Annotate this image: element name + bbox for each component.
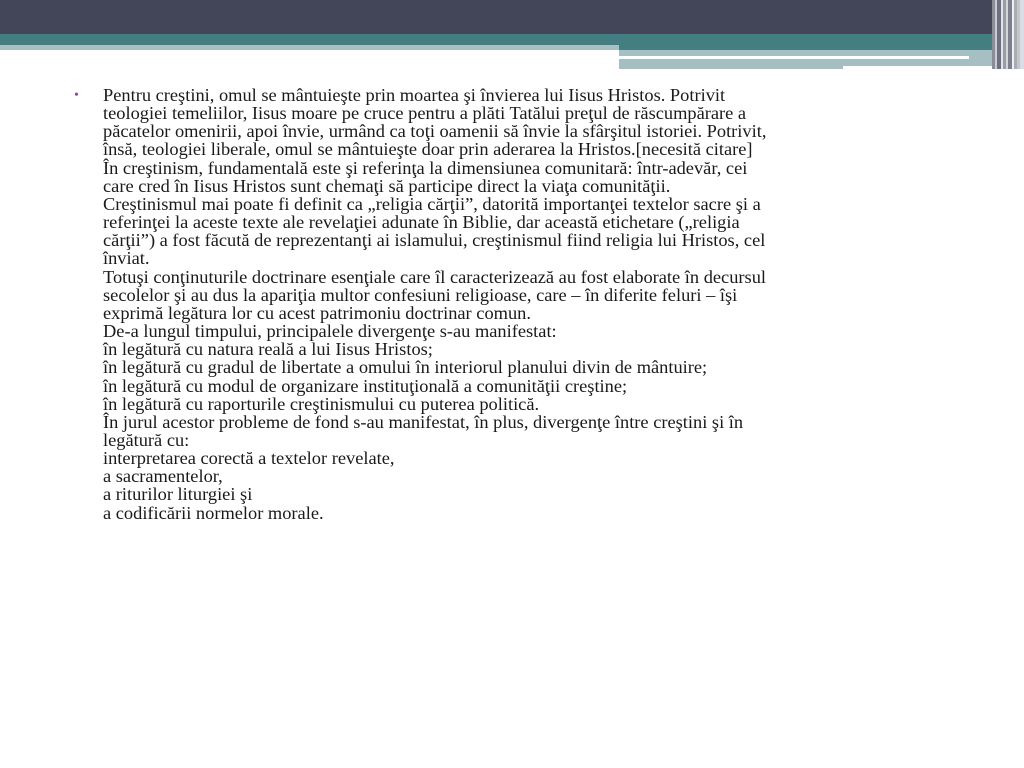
header-grey-band-right-2	[619, 59, 843, 69]
text-line: înviat.	[103, 248, 150, 269]
text-line: păcatelor omenirii, apoi învie, urmând ca toţi oamenii să învie la sfârşitul istoriei. Potrivit,	[103, 121, 767, 142]
list-line: în legătură cu gradul de libertate a omului în interiorul planului divin de mântuire;	[103, 357, 708, 378]
list-line: a sacramentelor,	[103, 466, 223, 487]
text-line: care cred în Iisus Hristos sunt chemaţi să participe direct la viaţa comunităţii.	[103, 175, 671, 196]
text-line: Totuşi conţinuturile doctrinare esenţiale care îl caracterizează au fost elaborate în decursul	[103, 266, 766, 287]
text-line: În jurul acestor probleme de fond s-au manifestat, în plus, divergenţe între creştini şi în	[103, 411, 744, 432]
text-line: referinţei la aceste texte ale revelaţiei adunate în Biblie, dar această etichetare („religia	[103, 212, 740, 233]
text-line: cărţii”) a fost făcută de reprezentanţi ai islamului, creştinismul fiind religia lui Hristos, cel	[103, 230, 766, 251]
text-line: teologiei temeliilor, Iisus moare pe cruce pentru a plăti Tatălui preţul de răscumpărare a	[103, 103, 747, 124]
bullet-icon: •	[74, 88, 79, 103]
text-line: secolelor şi au dus la apariţia multor confesiuni religioase, care – în diferite feluri – îşi	[103, 284, 738, 305]
list-line: în legătură cu modul de organizare instituţională a comunităţii creştine;	[103, 375, 628, 396]
text-line: De-a lungul timpului, principalele divergenţe s-au manifestat:	[103, 321, 557, 342]
bullet-item	[74, 86, 974, 522]
header-grey-band-left	[0, 45, 619, 50]
list-line: a codificării normelor morale.	[103, 502, 324, 523]
header-teal-band	[0, 34, 1024, 45]
text-line: legătură cu:	[103, 429, 190, 450]
header-vertical-stripes	[992, 0, 1024, 69]
header-dark-band	[0, 0, 1024, 34]
text-line: Creştinismul mai poate fi definit ca „religia cărţii”, datorită importanţei textelor sacre şi a	[103, 193, 761, 214]
list-line: interpretarea corectă a textelor revelate,	[103, 448, 395, 469]
list-line: a riturilor liturgiei şi	[103, 484, 253, 505]
text-line: exprimă legătura lor cu acest patrimoniu doctrinar comun.	[103, 302, 531, 323]
text-line: În creştinism, fundamentală este şi referinţa la dimensiunea comunitară: într-adevăr, cei	[103, 157, 748, 178]
list-line: în legătură cu raporturile creştinismului cu puterea politică.	[103, 393, 540, 414]
text-line: însă, teologiei liberale, omul se mântuieşte doar prin aderarea la Hristos.[necesită citare]	[103, 139, 753, 160]
text-line: Pentru creştini, omul se mântuieşte prin moartea şi învierea lui Iisus Hristos. Potrivit	[103, 85, 726, 105]
slide-content	[74, 86, 974, 522]
list-line: în legătură cu natura reală a lui Iisus Hristos;	[103, 339, 433, 360]
bullet-paragraph	[103, 86, 766, 522]
